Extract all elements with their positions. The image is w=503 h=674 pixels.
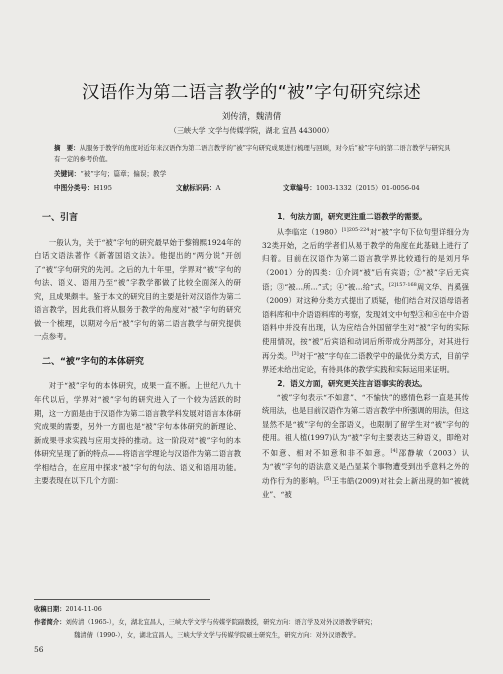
ontology-paragraph: 对于“被”字句的本体研究，成果一直不断。上世纪八九十年代以后，学界对“被”字句的研究进入了一个较为活跃的时期，这一方面是由于汉语作为第二语言教学科发展对语言本体研究成果的需要，另外一方面也是“被”字句本体研究的新理论、新成果寻求实践与应用支持的推动。这一阶段对“被”字句的本体研究呈现了新的特点——将语言学理论与汉语作为第二语言教学相结合，在应用中探求“被”字句的句法、语义和语用功能。主要表现在以下几个方面：	[34, 381, 241, 486]
received-date	[34, 604, 102, 613]
authors: 刘传清，魏清倩	[221, 112, 282, 122]
paper-title: 汉语作为第二语言教学的“被”字句研究综述	[81, 83, 422, 103]
document-code	[176, 182, 220, 192]
author-bio-label: 作者简介：	[34, 619, 66, 626]
received-label: 收稿日期：	[34, 606, 66, 613]
abstract-text: 从服务于教学的角度对近年来汉语作为第二语言教学的“被”字句研究成果进行梳理与回顾，对今后“被”字句的第二语言教学与研究具有一定的参考价值。	[54, 144, 451, 163]
left-column	[34, 212, 241, 488]
section-heading-intro: 一、引言	[42, 213, 79, 223]
keywords-label: 关键词：	[54, 170, 81, 178]
author-bio-2: 魏清倩（1990-），女，湖北宜昌人，三峡大学文学与传媒学院硕士研究生，研究方向：对外汉语教学。	[74, 632, 360, 639]
semantics-text-1: “被”字句表示“不如意”、“不愉快”的感情色彩一直是其传统用法，也是目前汉语作为第二语言教学中所强调的用法，但这显然不是“被”字句的全部语义，也限制了留学生对“被”字句的使用。祖人植(1997)认为“被”字句主要表达三种语义，即绝对不如意、相对不如意和非不如意。	[262, 392, 469, 458]
affiliation: （三峡大学 文学与传媒学院，湖北 宜昌 443000）	[169, 126, 334, 135]
citation: [3]	[291, 351, 299, 358]
citation: [2]157-168	[389, 282, 417, 289]
citation: [5]	[324, 476, 332, 483]
doc-code-label: 文献标识码：	[176, 184, 216, 192]
clc-value: H195	[93, 184, 112, 192]
article-no-value: 1003-1332（2015）01-0056-04	[315, 184, 420, 192]
received-value: 2014-11-06	[65, 606, 102, 613]
clc-label: 中图分类号：	[54, 184, 94, 192]
subheading-semantics: 2．语义方面，研究更关注言语事实的表达。	[277, 378, 427, 388]
abstract-label: 摘 要：	[54, 144, 80, 152]
citation: [4]	[390, 447, 398, 454]
semantics-paragraph	[262, 391, 469, 502]
clc-number	[54, 182, 112, 192]
intro-paragraph: 一般认为，关于“被”字句的研究最早始于黎锦熙1924年的白话文语法著作《新著国语文法》。他提出的“两分说”开创了“被”字句研究的先河。之后的九十年里，学界对“被”字句的句法、语义、语用乃至“被”字教学都做了比较全面深入的研究，且成果颇丰。鉴于本文的研究目的主要是针对汉语作为第二语言教学，因此我们将从服务于教学的角度对“被”字句的研究做一个梳理，以期对今后“被”字句的第二语言教学与研究提供一点参考。	[34, 237, 241, 342]
author-bio-text-1: 刘传清（1965-），女，湖北宜昌人，三峡大学文学与传媒学院副教授，研究方向：语言学及对外汉语教学研究；	[65, 619, 377, 626]
page-number: 56	[34, 645, 44, 654]
citation: [1]205-224	[341, 226, 370, 233]
author-bio-1	[34, 617, 376, 626]
section-heading-ontology: 二、“被”字句的本体研究	[42, 356, 144, 367]
semantics-text-2: 邵静敏（2003）认为“被”字句的语法意义是凸显某个事物遭受到出乎意料之外的动作行为的影响。	[262, 448, 469, 486]
syntax-text-2: 对“被”字句下位句型详细分为32类开始，之后的学者们从易于教学的角度在此基础上进行了归着。目前在汉语作为第二语言教学界比较通行的是刘月华（2001）分的四类：①介词“被”后有宾语；②“被”字后无宾语；③“被…所…”式；④“被…给”式。	[262, 227, 470, 292]
syntax-paragraph	[262, 224, 469, 377]
keywords-text: “被”字句；篇章；偏误；教学	[80, 170, 167, 178]
subheading-syntax: 1．句法方面，研究更注重二语教学的需要。	[277, 212, 427, 221]
article-number	[283, 182, 420, 192]
semantics-text-3: 王韦皓(2009)对社会上新出现的如“被就业”、“被	[262, 476, 469, 500]
right-column	[262, 210, 469, 502]
doc-code-value: A	[215, 184, 221, 192]
abstract	[54, 143, 454, 165]
syntax-text-4: 对于“被”字句在二语教学中的最优分类方式，目前学界还未给出定论，有待具体的教学实践和实际运用来证明。	[262, 351, 469, 375]
footnote-rule	[34, 599, 210, 600]
article-no-label: 文章编号：	[283, 184, 316, 192]
syntax-text-3: 周文华、肖奚强（2009）对这种分类方式提出了质疑，他们结合对汉语母语者语料库和中介语语料库的考察，发现刘文中句型③和④在中介语语料中并没有出现，认为应结合外国留学生对“被”字句的实际使用情况，按“被”后宾语和动词后所带成分两部分，对其进行再分类。	[262, 282, 469, 361]
syntax-text-1: 从李临定（1980）	[276, 227, 342, 237]
keywords	[54, 168, 166, 178]
